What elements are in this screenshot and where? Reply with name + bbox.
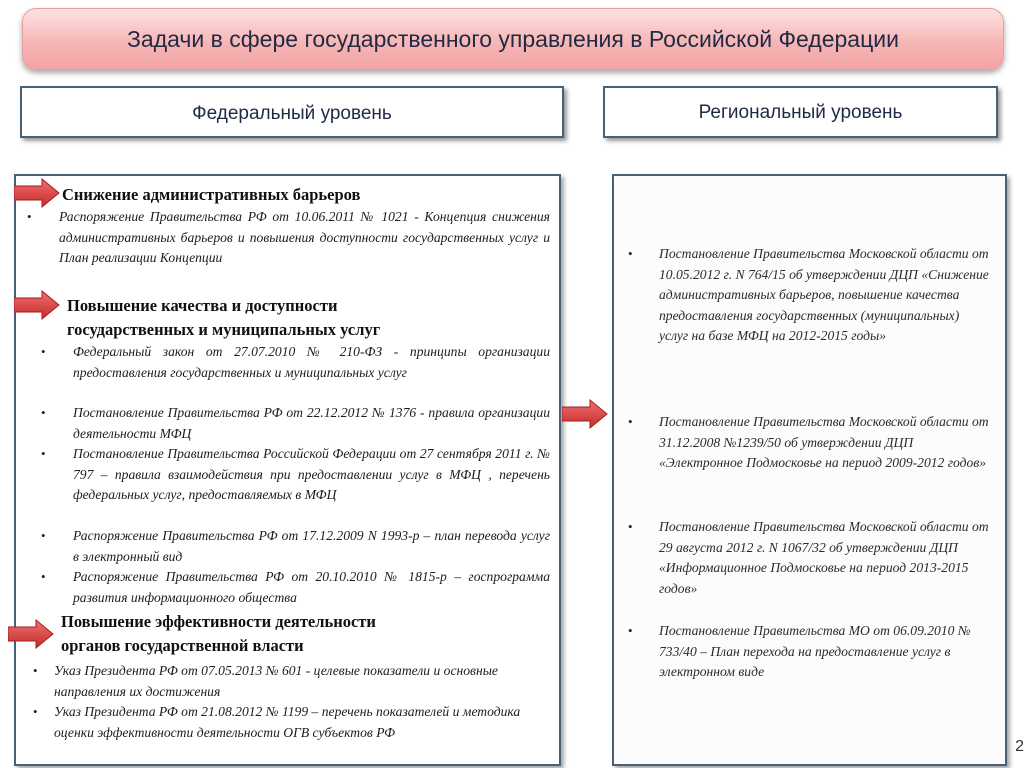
regional-list-item: Постановление Правительства Московской области от 10.05.2012 г. N 764/15 об утверждении ДЦП «Снижение административных барьеров, повышение качества предоставления государственных (муниципальных) услуг на базе МФЦ на 2012-2015 годы» [659, 246, 989, 343]
section-heading-quality-line1: Повышение качества и доступности [67, 296, 338, 315]
list-item: Распоряжение Правительства РФ от 17.12.2009 N 1993-р – план перевода услуг в электронный вид [73, 528, 550, 564]
bullet: • [628, 414, 633, 429]
bullet: • [33, 663, 38, 678]
bullet: • [628, 623, 633, 638]
page-number: 2 [1015, 738, 1024, 755]
regional-level-header [603, 86, 998, 138]
section-heading-efficiency-line1: Повышение эффективности деятельности [61, 612, 376, 631]
regional-list-item: Постановление Правительства Московской области от 29 августа 2012 г. N 1067/32 об утверждении ДЦП «Информационное Подмосковье на период 2013-2015 годов» [659, 519, 989, 596]
right-arrow-icon [562, 399, 608, 429]
right-arrow-icon [14, 178, 60, 208]
right-arrow-icon [14, 290, 60, 320]
bullet: • [41, 569, 46, 584]
federal-level-label: Федеральный уровень [192, 103, 392, 124]
bullet: • [27, 209, 32, 224]
bullet: • [628, 246, 633, 261]
bullet: • [41, 344, 46, 359]
bullet: • [33, 704, 38, 719]
section-heading-admin-barriers: Снижение административных барьеров [62, 185, 361, 204]
right-arrow-icon [8, 619, 54, 649]
list-item: Федеральный закон от 27.07.2010 № 210-ФЗ - принципы организации предоставления государственных и муниципальных услуг [73, 344, 550, 380]
bullet: • [41, 405, 46, 420]
list-item: Постановление Правительства Российской Федерации от 27 сентября 2011 г. № 797 – правила взаимодействия при предоставлении услуг в МФЦ , перечень федеральных услуг, предоставляемых в МФЦ [73, 446, 550, 502]
list-item: Распоряжение Правительства РФ от 20.10.2010 № 1815-р – госпрограмма развития информационного общества [73, 569, 550, 605]
regional-list-item: Постановление Правительства Московской области от 31.12.2008 №1239/50 об утверждении ДЦП «Электронное Подмосковье на период 2009-2012 годов» [659, 414, 989, 470]
bullet: • [628, 519, 633, 534]
section-heading-efficiency-line2: органов государственной власти [61, 636, 304, 655]
federal-level-header [20, 86, 564, 138]
list-item: Указ Президента РФ от 21.08.2012 № 1199 – перечень показателей и методика оценки эффективности деятельности ОГВ субъектов РФ [54, 704, 521, 740]
bullet: • [41, 446, 46, 461]
regional-level-label: Региональный уровень [698, 102, 903, 123]
slide-title [22, 8, 1004, 70]
list-item: Постановление Правительства РФ от 22.12.2012 № 1376 - правила организации деятельности МФЦ [73, 405, 550, 441]
section-heading-quality-line2: государственных и муниципальных услуг [67, 320, 381, 339]
list-item: Указ Президента РФ от 07.05.2013 № 601 - целевые показатели и основные направления их достижения [54, 663, 498, 699]
slide-title-text: Задачи в сфере государственного управления в Российской Федерации [127, 25, 899, 52]
bullet: • [41, 528, 46, 543]
list-item: Распоряжение Правительства РФ от 10.06.2011 № 1021 - Концепция снижения административных барьеров и повышения доступности государственных услуг и План реализации Концепции [59, 209, 550, 265]
regional-list-item: Постановление Правительства МО от 06.09.2010 № 733/40 – План перехода на предоставление услуг в электронном виде [659, 623, 971, 679]
